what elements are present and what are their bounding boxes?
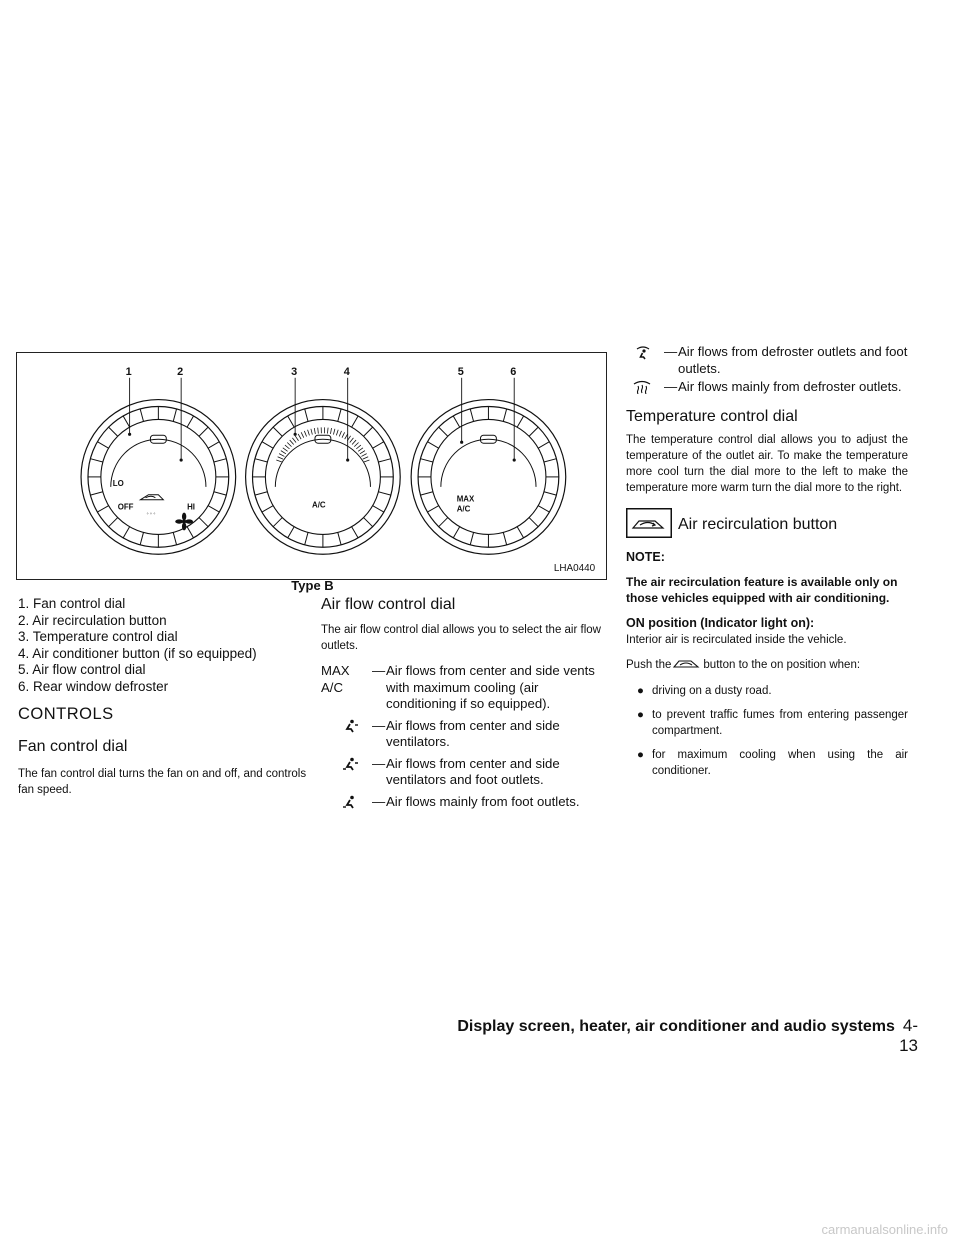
foot-mode-icon: [341, 795, 359, 809]
temperature-heading: Temperature control dial: [626, 407, 798, 425]
recirculation-icon-inline: [671, 656, 703, 670]
push-after-text: button to the on position when:: [703, 658, 861, 671]
hvac-controls-figure: [16, 352, 607, 580]
column-middle: [321, 596, 611, 815]
temperature-body: The temperature control dial allows you to adjust the temperature of the outlet air. To make the temperature more cool turn the dial more to the left to make the temperature more warm turn the dial more to the right.: [626, 433, 908, 494]
bilevel-mode-icon: [341, 757, 359, 771]
foot-defrost-mode-icon: [634, 345, 652, 361]
hvac-dials-illustration: [17, 353, 606, 579]
recirculation-icon: [626, 508, 672, 538]
mode-text: Air flows mainly from defroster outlets.: [678, 379, 902, 394]
ac-button-label: A/C: [311, 500, 326, 510]
airflow-mode-foot: [321, 794, 611, 811]
fan-control-body: The fan control dial turns the fan on and off, and controls fan speed.: [18, 768, 307, 796]
fan-control-heading: Fan control dial: [18, 738, 128, 755]
airflow-dial: [411, 400, 566, 555]
max-ac-label: A/C: [456, 504, 471, 514]
page-footer: [440, 1016, 918, 1056]
fan-off-label: OFF: [117, 502, 134, 512]
mode-text: Air flows from center and side vents with maximum cooling (air conditioning if so equipped).: [386, 663, 595, 711]
airflow-mode-foot-defrost: [626, 344, 908, 377]
mode-text: Air flows from center and side ventilators and foot outlets.: [386, 755, 560, 787]
push-before-text: Push the: [626, 658, 672, 671]
on-position-heading: ON position (Indicator light on):: [626, 615, 815, 630]
note-text: The air recirculation feature is available only on those vehicles equipped with air conditioning.: [626, 574, 898, 605]
mode-text: Air flows mainly from foot outlets.: [386, 793, 580, 809]
mode-text: Air flows from center and side ventilators.: [386, 717, 560, 749]
fan-dial: [81, 400, 236, 555]
callout-5: 5: [457, 365, 464, 378]
legend-item-1: 1. Fan control dial: [18, 596, 126, 611]
list-item: [626, 707, 908, 739]
bullet-glyph: ●: [637, 748, 644, 761]
mode-dash: —: [664, 344, 678, 359]
mode-dash: —: [372, 663, 386, 678]
legend-item-6: 6. Rear window defroster: [18, 678, 169, 694]
recirc-heading-row: [626, 508, 908, 542]
rear-defroster-icon: [146, 513, 156, 521]
callout-3: 3: [291, 365, 298, 378]
bullet-text: driving on a dusty road.: [652, 684, 772, 697]
temperature-dial: [246, 400, 401, 555]
mode-text: Air flows from defroster outlets and foot outlets.: [678, 344, 908, 376]
on-position-text: Interior air is recirculated inside the vehicle.: [626, 633, 847, 646]
fan-hi-label: HI: [187, 502, 196, 512]
vent-mode-icon: [341, 719, 359, 733]
callout-2: 2: [177, 365, 184, 378]
airflow-mode-vent: [321, 718, 611, 751]
column-right: [626, 344, 908, 787]
defrost-mode-icon: [632, 380, 652, 394]
list-item: [626, 683, 908, 699]
recirculation-icon: [141, 495, 164, 500]
list-item: [626, 747, 908, 779]
footer-section-title: Display screen, heater, air conditioner and audio systems: [457, 1018, 895, 1035]
fan-icon: [175, 513, 193, 531]
watermark: carmanualsonline.info: [821, 1222, 948, 1237]
bullet-text: to prevent traffic fumes from entering passenger compartment.: [652, 708, 908, 737]
mode-dash: —: [372, 717, 386, 733]
bullet-glyph: ●: [637, 708, 644, 721]
figure-caption: Type B: [291, 578, 334, 593]
mode-dash: —: [372, 793, 386, 809]
bullet-text: for maximum cooling when using the air conditioner.: [652, 748, 908, 777]
legend-item-5: 5. Air flow control dial: [18, 662, 146, 677]
mode-dash: —: [372, 755, 386, 771]
legend-item-2: 2. Air recirculation button: [18, 612, 167, 628]
mode-dash: —: [664, 379, 678, 394]
figure-code: LHA0440: [553, 563, 596, 575]
legend-item-4: 4. Air conditioner button (if so equipped): [18, 645, 257, 661]
callout-6: 6: [510, 365, 517, 378]
fan-lo-label: LO: [112, 478, 124, 488]
airflow-heading: Air flow control dial: [321, 596, 456, 613]
page-number: 4-13: [899, 1016, 918, 1055]
svg-text:ﾟﾟﾟ: ﾟﾟﾟ: [146, 513, 157, 521]
airflow-mode-bilevel: [321, 756, 611, 789]
push-instruction: [626, 656, 908, 673]
max-ac-mode-label: MAX A/C: [321, 663, 350, 695]
column-left: [18, 596, 318, 798]
note-label: NOTE:: [626, 549, 665, 564]
legend-item-3: 3. Temperature control dial: [18, 629, 178, 644]
max-label: MAX: [456, 494, 475, 504]
callout-1: 1: [125, 365, 132, 378]
callout-4: 4: [343, 365, 350, 378]
controls-heading: CONTROLS: [18, 705, 114, 723]
airflow-mode-defrost: [626, 379, 908, 396]
airflow-intro: The air flow control dial allows you to select the air flow outlets.: [321, 624, 601, 652]
recirc-heading: Air recirculation button: [678, 515, 838, 533]
bullet-glyph: ●: [637, 684, 644, 697]
airflow-mode-max-ac: [321, 663, 611, 713]
dials-group: [81, 400, 566, 555]
